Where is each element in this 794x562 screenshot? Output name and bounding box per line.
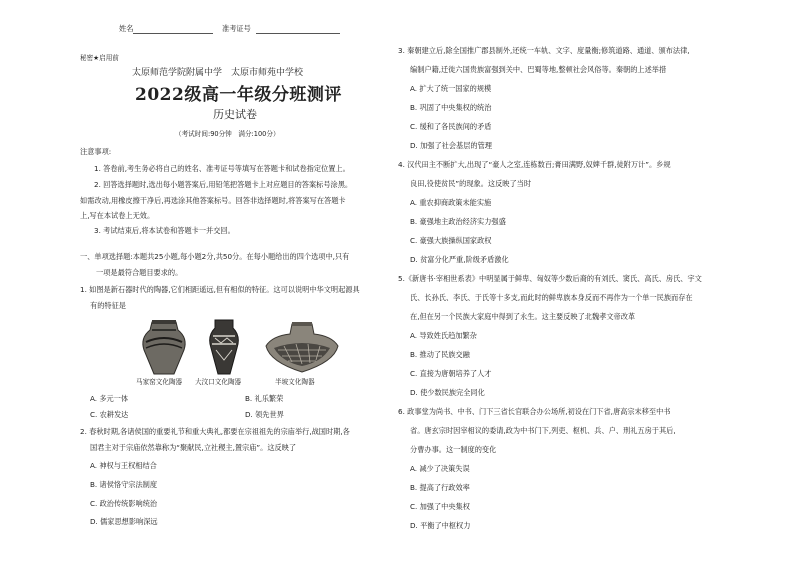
q1-option-d[interactable]: D. 领先世界 xyxy=(245,410,284,419)
q5-option-b[interactable]: B. 推动了民族交融 xyxy=(410,350,470,359)
q1-option-c[interactable]: C. 农耕发达 xyxy=(90,410,129,419)
q2-option-c[interactable]: C. 政治传统影响统治 xyxy=(90,499,158,508)
dawenkou-pottery-image xyxy=(207,318,241,376)
name-label: 姓名 xyxy=(119,24,134,33)
q3-option-b[interactable]: B. 巩固了中央集权的统治 xyxy=(410,103,492,112)
exam-info: （考试时间:90分钟 满分:100分） xyxy=(175,130,280,138)
q5-option-c[interactable]: C. 直接为唐朝培养了人才 xyxy=(410,369,492,378)
majiayao-pottery-image xyxy=(138,318,190,376)
exam-title: 2022级高一年级分班测评 xyxy=(135,85,342,105)
notice-line-1: 1. 答卷前,考生务必将自己的姓名、准考证号等填写在答题卡和试卷指定位置上。 xyxy=(94,164,350,173)
q4-stem-line-1: 4. 汉代田主不断扩大,出现了“豪人之室,连栋数百;膏田满野,奴婢千群,徒附万计”。乡规 xyxy=(398,160,671,169)
q6-stem-line-3: 分曹办事。这一制度的变化 xyxy=(410,445,497,454)
exam-id-label: 准考证号 xyxy=(222,24,251,33)
q5-stem-line-3: 在,但在另一个民族大家庭中得到了永生。这主要反映了北魏孝文帝改革 xyxy=(410,312,636,321)
q2-option-b[interactable]: B. 诸侯恪守宗法制度 xyxy=(90,480,158,489)
q3-option-c[interactable]: C. 缓和了各民族间的矛盾 xyxy=(410,122,492,131)
q5-option-a[interactable]: A. 导致姓氏趋加繁杂 xyxy=(410,331,477,340)
q5-option-d[interactable]: D. 使少数民族完全同化 xyxy=(410,388,485,397)
q2-stem-line-1: 2. 春秋时期,各诸侯国的重要礼节和重大典礼,都要在宗祖祖先的宗庙举行,战国时期,各 xyxy=(80,427,350,436)
school-names: 太原师范学院附属中学 太原市师苑中学校 xyxy=(132,68,304,78)
q1-option-b[interactable]: B. 礼乐繁荣 xyxy=(245,394,284,403)
q4-option-a[interactable]: A. 重农抑商政策未能实施 xyxy=(410,198,492,207)
name-fill-line[interactable] xyxy=(133,33,213,34)
notice-line-4: 上,写在本试卷上无效。 xyxy=(80,211,155,220)
q1-caption-banpo: 半坡文化陶器 xyxy=(275,378,315,386)
q3-option-a[interactable]: A. 扩大了统一国家的规模 xyxy=(410,84,492,93)
q6-option-a[interactable]: A. 减少了决策失误 xyxy=(410,464,470,473)
q4-option-b[interactable]: B. 豪强地主政治经济实力强盛 xyxy=(410,217,506,226)
q6-stem-line-1: 6. 政事堂为尚书、中书、门下三省长官联合办公场所,初设在门下省,唐高宗末移至中书 xyxy=(398,407,671,416)
section1-line-1: 一、单项选择题:本题共25小题,每小题2分,共50分。在每小题给出的四个选项中,只有 xyxy=(80,252,350,261)
q2-option-a[interactable]: A. 神权与王权相结合 xyxy=(90,461,157,470)
exam-id-fill-line[interactable] xyxy=(256,33,340,34)
q6-option-d[interactable]: D. 平衡了中枢权力 xyxy=(410,521,471,530)
q1-option-a[interactable]: A. 多元一体 xyxy=(90,394,129,403)
notice-line-2: 2. 回答选择题时,选出每小题答案后,用铅笔把答题卡上对应题目的答案标号涂黑。 xyxy=(94,180,353,189)
banpo-pottery-image xyxy=(262,318,342,376)
q1-stem-line-2: 有的特征是 xyxy=(90,301,126,310)
notice-line-5: 3. 考试结束后,将本试卷和答题卡一并交回。 xyxy=(94,226,235,235)
q3-stem-line-1: 3. 秦朝建立后,除全国推广郡县制外,还统一车轨、文字、度量衡;修筑道路、通道、颁布法律, xyxy=(398,46,690,55)
q5-stem-line-1: 5.《新唐书·宰相世系表》中明显属于鲜卑、匈奴等少数后裔的有刘氏、窦氏、高氏、房氏、宇文 xyxy=(398,274,702,283)
q6-option-c[interactable]: C. 加强了中央集权 xyxy=(410,502,470,511)
q3-option-d[interactable]: D. 加强了社会基层的管理 xyxy=(410,141,492,150)
q2-stem-line-2: 国君主对于宗庙依然靠称为“聚献民,立社稷主,置宗庙”。这反映了 xyxy=(90,443,297,452)
q1-stem-line-1: 1. 如图是新石器时代的陶器,它们相距遥远,但有相似的特征。这可以说明中华文明起源具 xyxy=(80,285,360,294)
notice-line-3: 如需改动,用橡皮擦干净后,再选涂其他答案标号。回答非选择题时,将答案写在答题卡 xyxy=(80,196,346,205)
q3-stem-line-2: 编制户籍,迁徙六国贵族富强到关中、巴蜀等地,整顿社会风俗等。秦朝的上述举措 xyxy=(410,65,667,74)
section1-line-2: 一项是最符合题目要求的。 xyxy=(96,268,183,277)
q4-stem-line-2: 良田,役使贫民”的现象。这反映了当时 xyxy=(410,179,532,188)
q6-option-b[interactable]: B. 提高了行政效率 xyxy=(410,483,470,492)
secret-mark: 秘密★启用前 xyxy=(80,54,119,62)
q1-caption-majiayao: 马家窑文化陶器 xyxy=(136,378,183,386)
subject-title: 历史试卷 xyxy=(213,108,257,121)
q5-stem-line-2: 氏、长孙氏、李氏、于氏等十多支,而此时的鲜卑族本身反而不再作为一个单一民族而存在 xyxy=(410,293,693,302)
q6-stem-line-2: 省。唐玄宗时因宰相议的委请,政为中书门下,列吏、枢机、兵、户、刑礼五房于其后, xyxy=(410,426,676,435)
notice-title: 注意事项: xyxy=(80,147,112,156)
q4-option-c[interactable]: C. 豪强大族操纵国家政权 xyxy=(410,236,492,245)
q2-option-d[interactable]: D. 儒家思想影响深远 xyxy=(90,517,158,526)
q1-caption-dawenkou: 大汶口文化陶器 xyxy=(195,378,242,386)
q4-option-d[interactable]: D. 贫富分化严重,阶级矛盾激化 xyxy=(410,255,509,264)
